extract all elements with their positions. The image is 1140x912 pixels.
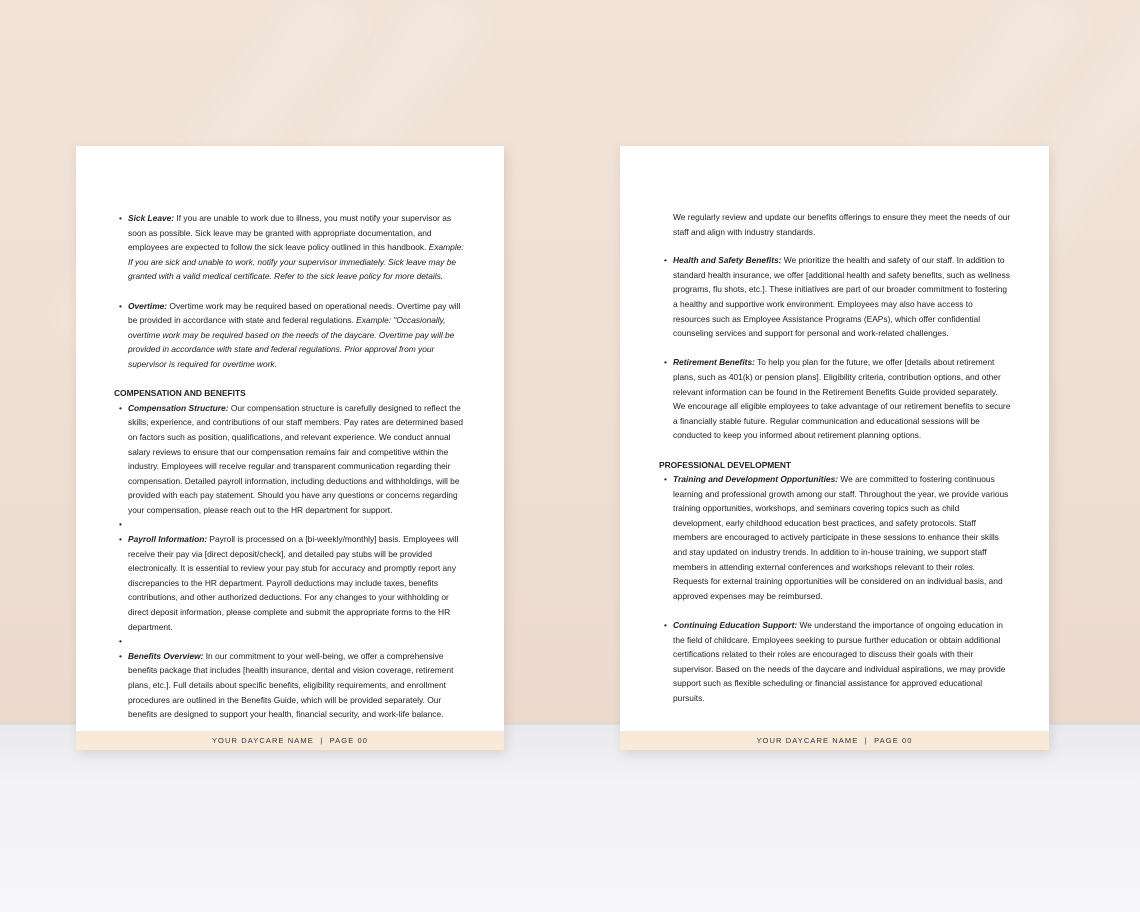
section-heading-compensation: COMPENSATION AND BENEFITS [114,388,246,399]
empty-bullet [114,517,466,532]
list-item-overtime: • Overtime: Overtime work may be required based on operational needs. Overtime pay will be provided in accordance with state and federal regulations. Example: "Occasionally, overtime work may be required based on the needs of the daycare. Overtime pay will be provided in accordance with state and federal regulations. Prior approval from your supervisor is required for overtime work. [114,299,466,372]
handbook-page-right [620,146,1049,750]
list-item-training: • Training and Development Opportunities: We are committed to fostering continuous learning and professional growth among our staff. Throughout the year, we provide various training opportunities, workshops, and seminars covering topics such as child development, early childhood education best practices, and safety protocols. Staff members are encouraged to actively participate in these sessions to enhance their skills and stay updated on industry trends. In addition to in-house training, we support staff members in attending external conferences and workshops relevant to their roles. Requests for external training opportunities will be considered on an individual basis, and approved expenses may be reimbursed. [659,472,1011,603]
list-item-health: • Health and Safety Benefits: We prioritize the health and safety of our staff. In addition to standard health insurance, we offer [additional health and safety benefits, such as wellness programs, flu shots, etc.]. These initiatives are part of our broader commitment to fostering a healthy and supportive work environment. Employees may also have access to resources such as Employee Assistance Programs (EAPs), which offer confidential counseling services and support for personal and work-related challenges. [659,253,1011,341]
list-item-sick-leave: • Sick Leave: If you are unable to work due to illness, you must notify your supervisor as soon as possible. Sick leave may be granted with appropriate documentation, and employees are expected to follow the sick leave policy outlined in this handbook. Example: If you are sick and unable to work, notify your supervisor immediately. Sick leave may be granted with a valid medical certificate. Refer to the sick leave policy for more details. [114,211,466,284]
empty-bullet [114,634,466,649]
section-heading-professional: PROFESSIONAL DEVELOPMENT [659,459,792,470]
handbook-page-left [76,146,504,750]
page-content [659,210,1011,706]
tabletop [0,725,1140,912]
page-content [114,211,466,722]
intro-paragraph: We regularly review and update our benefits offerings to ensure they meet the needs of our staff and align with industry standards. [673,212,1011,237]
list-item-payroll: • Payroll Information: Payroll is processed on a [bi-weekly/monthly] basis. Employees will receive their pay via [direct deposit/check], and detailed pay stubs will be provided electronically. It is essential to review your pay stub for accuracy and promptly report any discrepancies to the HR department. Payroll deductions may include taxes, benefits contributions, and other authorized deductions. For any changes to your withholding or direct deposit information, please complete and submit the appropriate forms to the HR department. [114,532,466,634]
list-item-benefits: • Benefits Overview: In our commitment to your well-being, we offer a comprehensive benefits package that includes [health insurance, dental and vision coverage, retirement plans, etc.]. Full details about specific benefits, eligibility requirements, and enrollment procedures are outlined in the Benefits Guide, which will be provided separately. Our benefits are designed to support your health, financial security, and work-life balance. [114,649,466,722]
page-footer: YOUR DAYCARE NAME | PAGE 00 [620,731,1049,750]
list-item-retirement: • Retirement Benefits: To help you plan for the future, we offer [details about retirement plans, such as 401(k) or pension plans]. Eligibility criteria, contribution options, and other relevant information can be found in the Retirement Benefits Guide provided separately. We encourage all eligible employees to take advantage of our retirement benefits to secure a financially stable future. Regular communication and educational sessions will be conducted to keep you informed about retirement planning options. [659,355,1011,443]
list-item-continuing: • Continuing Education Support: We understand the importance of ongoing education in the field of childcare. Employees seeking to pursue further education or obtain additional certifications related to their roles are encouraged to discuss their goals with their supervisor. Based on the needs of the daycare and individual aspirations, we may provide support such as flexible scheduling or financial assistance for approved educational pursuits. [659,618,1011,706]
page-footer: YOUR DAYCARE NAME | PAGE 00 [76,731,504,750]
list-item-compensation: • Compensation Structure: Our compensation structure is carefully designed to reflect the skills, experience, and contributions of our staff members. Pay rates are determined based on factors such as position, qualifications, and relevant experience. We conduct annual salary reviews to ensure that our compensation remains fair and competitive within the industry. Employees will receive regular and transparent communication regarding their compensation. Detailed payroll information, including deductions and withholdings, will be provided with each pay statement. Should you have any questions or concerns regarding your compensation, please reach out to the HR department for support. [114,401,466,518]
